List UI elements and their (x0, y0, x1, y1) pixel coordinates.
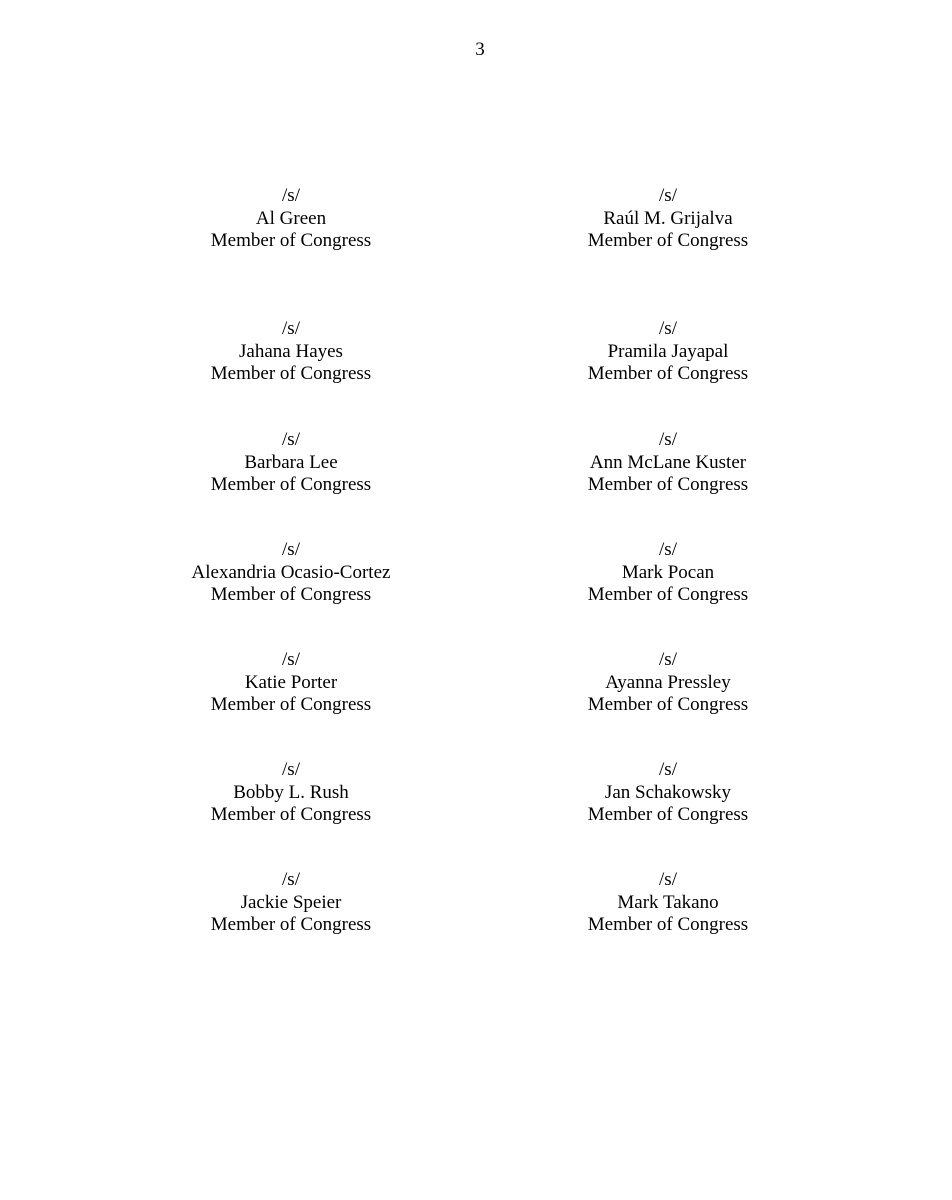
signer-name: Al Green (255, 207, 327, 229)
signer-name: Mark Takano (617, 891, 719, 913)
signature-mark: /s/ (282, 869, 300, 890)
signer-title: Member of Congress (587, 804, 749, 825)
signature-block-alexandria-ocasio-cortez (141, 539, 441, 607)
signer-title: Member of Congress (210, 474, 372, 495)
signature-mark: /s/ (282, 429, 300, 450)
signature-block-jackie-speier (141, 869, 441, 937)
signature-mark: /s/ (282, 185, 300, 206)
signature-mark: /s/ (659, 539, 677, 560)
signature-block-jahana-hayes (141, 318, 441, 386)
signer-title: Member of Congress (587, 230, 749, 251)
signer-name: Ayanna Pressley (605, 671, 731, 693)
signature-mark: /s/ (282, 318, 300, 339)
signer-name: Jackie Speier (240, 891, 342, 913)
signature-block-mark-takano (518, 869, 818, 937)
signer-title: Member of Congress (587, 584, 749, 605)
signature-mark: /s/ (659, 318, 677, 339)
signer-title: Member of Congress (587, 694, 749, 715)
signature-block-barbara-lee (141, 429, 441, 497)
signature-block-mark-pocan (518, 539, 818, 607)
signature-mark: /s/ (659, 429, 677, 450)
signer-title: Member of Congress (210, 584, 372, 605)
signer-name: Jahana Hayes (239, 340, 343, 362)
signature-block-raul-grijalva (518, 185, 818, 253)
signer-name: Alexandria Ocasio-Cortez (191, 561, 391, 583)
signer-name: Ann McLane Kuster (589, 451, 747, 473)
signature-block-katie-porter (141, 649, 441, 717)
signer-title: Member of Congress (210, 363, 372, 384)
signature-block-ann-mclane-kuster (518, 429, 818, 497)
signer-name: Jan Schakowsky (604, 781, 732, 803)
signer-title: Member of Congress (210, 694, 372, 715)
signature-mark: /s/ (659, 649, 677, 670)
signer-name: Katie Porter (244, 671, 338, 693)
signature-block-jan-schakowsky (518, 759, 818, 827)
signer-title: Member of Congress (210, 230, 372, 251)
signer-title: Member of Congress (210, 804, 372, 825)
signature-block-bobby-rush (141, 759, 441, 827)
signer-name: Barbara Lee (244, 451, 338, 473)
signer-name: Bobby L. Rush (233, 781, 349, 803)
signature-mark: /s/ (282, 759, 300, 780)
signer-name: Mark Pocan (621, 561, 715, 583)
signature-mark: /s/ (282, 539, 300, 560)
page-number: 3 (475, 39, 485, 60)
signer-title: Member of Congress (210, 914, 372, 935)
signature-mark: /s/ (282, 649, 300, 670)
signer-title: Member of Congress (587, 914, 749, 935)
signature-block-al-green (141, 185, 441, 253)
signer-name: Raúl M. Grijalva (603, 207, 733, 229)
signer-name: Pramila Jayapal (607, 340, 729, 362)
signature-block-pramila-jayapal (518, 318, 818, 386)
signature-block-ayanna-pressley (518, 649, 818, 717)
signature-mark: /s/ (659, 869, 677, 890)
signature-mark: /s/ (659, 185, 677, 206)
signature-mark: /s/ (659, 759, 677, 780)
signer-title: Member of Congress (587, 363, 749, 384)
signer-title: Member of Congress (587, 474, 749, 495)
